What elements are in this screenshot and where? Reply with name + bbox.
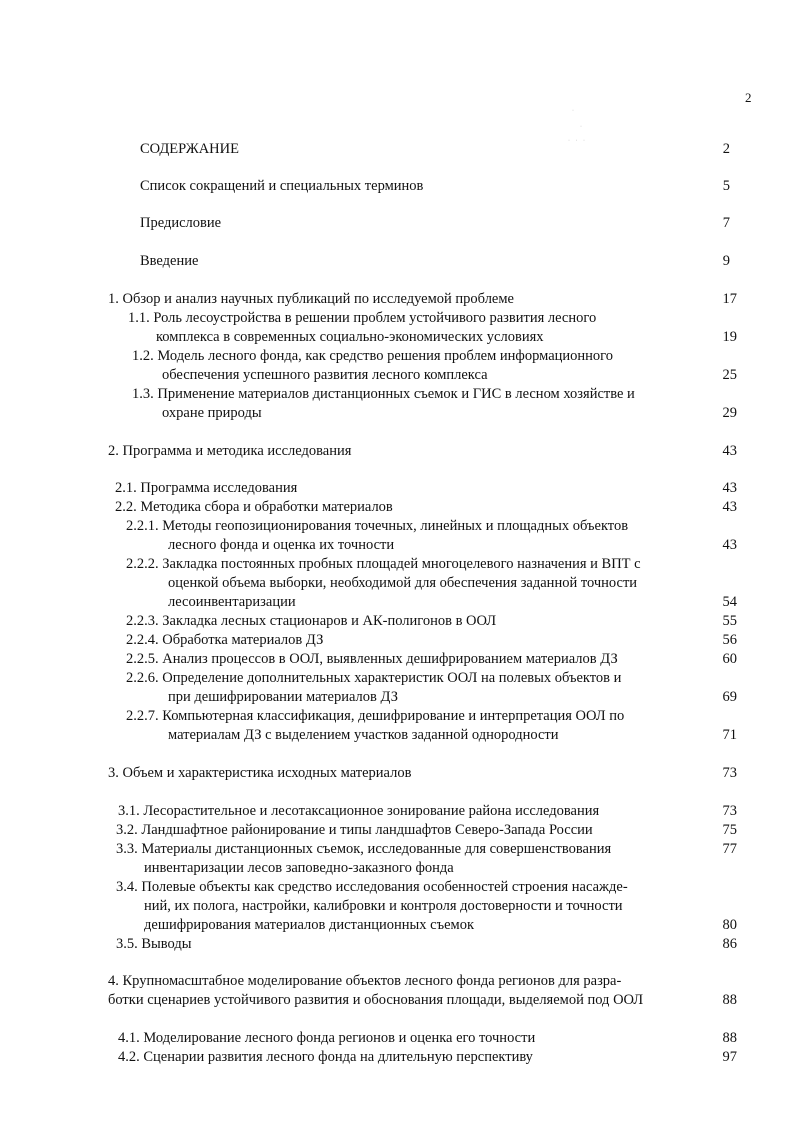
toc-entry-page: 2 <box>722 141 730 157</box>
toc-entry-title: 2.2.4. Обработка материалов ДЗ <box>126 632 324 648</box>
toc-entry-page: 29 <box>722 405 737 421</box>
toc-entry-title: Список сокращений и специальных терминов <box>140 178 424 194</box>
toc-entry-title: 1.3. Применение материалов дистанционных съемок и ГИС в лесном хозяйстве и <box>132 386 635 402</box>
toc-entry-page: 73 <box>722 765 737 781</box>
scan-artifact: · <box>580 124 584 130</box>
toc-entry-page: 7 <box>722 215 730 231</box>
toc-entry-title: 1.1. Роль лесоустройства в решении проблем устойчивого развития лесного <box>128 310 597 326</box>
toc-entry-title-continued: лесоинвентаризации <box>168 594 296 610</box>
toc-entry-title: 2.2.1. Методы геопозиционирования точечных, линейных и площадных объектов <box>126 518 629 534</box>
toc-entry-title: 2.2.5. Анализ процессов в ООЛ, выявленных дешифрированием материалов ДЗ <box>126 651 618 667</box>
toc-entry-title-continued: дешифрирования материалов дистанционных съемок <box>144 917 475 933</box>
toc-entry-title: 2.1. Программа исследования <box>115 480 298 496</box>
toc-entry-title-continued: обеспечения успешного развития лесного комплекса <box>162 367 488 383</box>
toc-entry-title-continued: ботки сценариев устойчивого развития и обоснования площади, выделяемой под ООЛ <box>108 992 644 1008</box>
toc-entry-title: 3. Объем и характеристика исходных материалов <box>108 765 412 781</box>
toc-entry-page: 43 <box>722 537 737 553</box>
toc-entry-page: 88 <box>722 992 737 1008</box>
toc-entry-title: 2.2.2. Закладка постоянных пробных площадей многоцелевого назначения и ВПТ с <box>126 556 641 572</box>
toc-entry-page: 25 <box>722 367 737 383</box>
toc-entry-title: 3.2. Ландшафтное районирование и типы ландшафтов Северо-Запада России <box>116 822 593 838</box>
toc-entry-title: Введение <box>140 253 199 269</box>
toc-entry-title: 2. Программа и методика исследования <box>108 443 352 459</box>
toc-entry-title: 3.1. Лесорастительное и лесотаксационное зонирование района исследования <box>118 803 600 819</box>
toc-entry-title-continued: охране природы <box>162 405 262 421</box>
toc-entry-page: 86 <box>722 936 737 952</box>
toc-entry-title: 1. Обзор и анализ научных публикаций по исследуемой проблеме <box>108 291 514 307</box>
toc-entry-title: 2.2.7. Компьютерная классификация, дешифрирование и интерпретация ООЛ по <box>126 708 625 724</box>
toc-entry-title: 4.2. Сценарии развития лесного фонда на длительную перспективу <box>118 1049 533 1065</box>
toc-entry-page: 43 <box>722 443 737 459</box>
toc-entry-page: 54 <box>722 594 737 610</box>
toc-entry-title: 3.3. Материалы дистанционных съемок, исследованные для совершенствования <box>116 841 612 857</box>
scan-artifact: · · · <box>568 138 587 144</box>
toc-entry-page: 56 <box>722 632 737 648</box>
toc-entry-page: 97 <box>722 1049 737 1065</box>
toc-entry-page: 77 <box>722 841 737 857</box>
toc-entry-title-continued: инвентаризации лесов заповедно-заказного фонда <box>144 860 454 876</box>
toc-entry-title: 4.1. Моделирование лесного фонда регионов и оценка его точности <box>118 1030 536 1046</box>
toc-entry-page: 43 <box>722 499 737 515</box>
toc-entry-title-continued: материалам ДЗ с выделением участков заданной однородности <box>168 727 559 743</box>
toc-entry-title-continued: лесного фонда и оценка их точности <box>168 537 395 553</box>
toc-entry-title: 2.2.3. Закладка лесных стационаров и АК-полигонов в ООЛ <box>126 613 497 629</box>
toc-entry-page: 80 <box>722 917 737 933</box>
toc-entry-page: 73 <box>722 803 737 819</box>
toc-entry-title: 3.4. Полевые объекты как средство исследования особенностей строения насажде- <box>116 879 628 895</box>
toc-entry-title: 1.2. Модель лесного фонда, как средство решения проблем информационного <box>132 348 613 364</box>
scan-artifact: · <box>572 108 576 114</box>
toc-entry-title: 2.2. Методика сбора и обработки материалов <box>115 499 393 515</box>
toc-entry-title: 2.2.6. Определение дополнительных характеристик ООЛ на полевых объектов и <box>126 670 622 686</box>
toc-entry-title: 4. Крупномасштабное моделирование объектов лесного фонда регионов для разра- <box>108 973 622 989</box>
toc-entry-page: 17 <box>722 291 737 307</box>
page-number: 2 <box>745 90 752 105</box>
toc-entry-page: 9 <box>722 253 730 269</box>
toc-entry-page: 43 <box>722 480 737 496</box>
toc-entry-page: 69 <box>722 689 737 705</box>
toc-entry-page: 55 <box>722 613 737 629</box>
toc-entry-title: 3.5. Выводы <box>116 936 192 952</box>
toc-entry-page: 71 <box>722 727 737 743</box>
toc-entry-title: Предисловие <box>140 215 222 231</box>
toc-entry-title-continued: при дешифрировании материалов ДЗ <box>168 689 398 705</box>
toc-entry-page: 19 <box>722 329 737 345</box>
toc-entry-page: 88 <box>722 1030 737 1046</box>
toc-entry-title: СОДЕРЖАНИЕ <box>140 141 239 157</box>
toc-entry-page: 5 <box>722 178 730 194</box>
toc-entry-page: 60 <box>722 651 737 667</box>
toc-entry-title-continued: комплекса в современных социально-экономических условиях <box>156 329 544 345</box>
toc-entry-page: 75 <box>722 822 737 838</box>
toc-entry-title-continued: оценкой объема выборки, необходимой для обеспечения заданной точности <box>168 575 638 591</box>
toc-entry-title-continued: ний, их полога, настройки, калибровки и контроля достоверности и точности <box>144 898 623 914</box>
